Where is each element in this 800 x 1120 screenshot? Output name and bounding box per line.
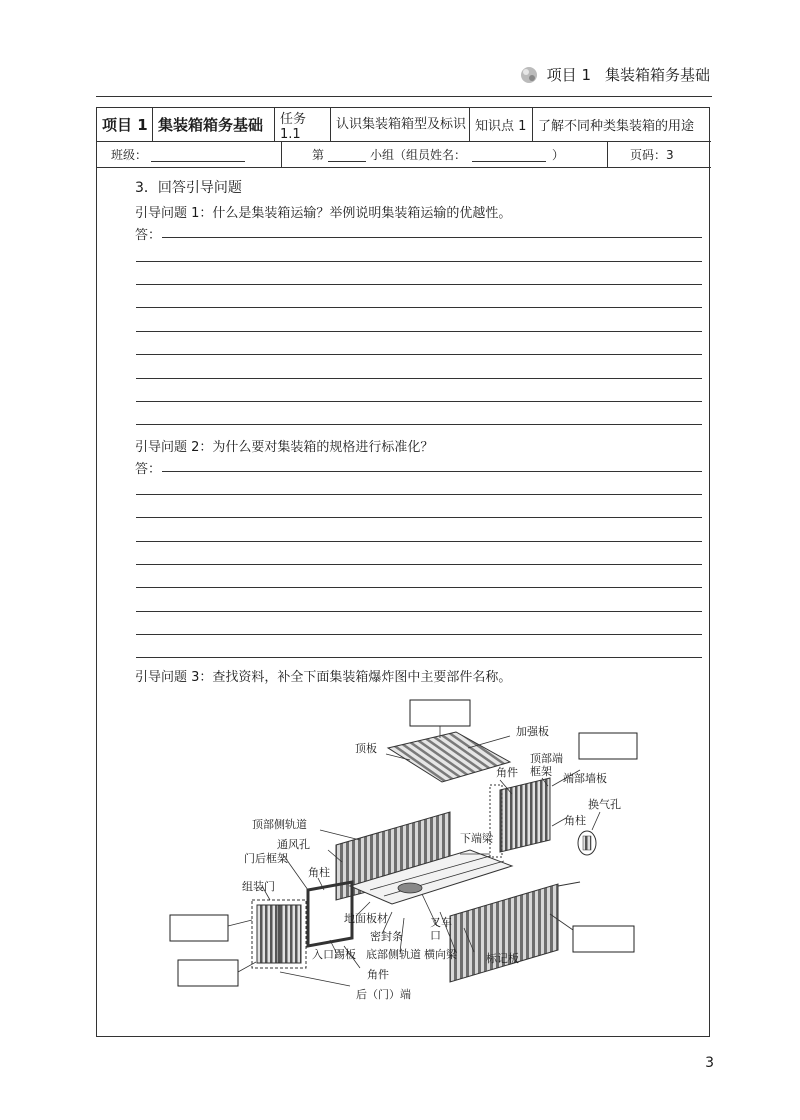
answer-line[interactable] [136,657,702,658]
answer-line[interactable] [136,494,702,495]
answer-label-1: 答： [135,228,162,243]
page-code-cell: 页码：3 [630,148,674,162]
group-close: ） [552,148,565,162]
vent-grille-icon [583,836,591,850]
label-corner-post-left: 角柱 [308,866,330,879]
answer-line[interactable] [162,471,702,472]
page-number: 3 [705,1055,714,1071]
label-door-assembly: 组装门 [242,880,275,893]
roof-panel-shape [388,732,510,782]
question-3: 引导问题 3：查找资料，补全下面集装箱爆炸图中主要部件名称。 [135,670,512,685]
answer-line[interactable] [136,378,702,379]
answer-box[interactable] [410,700,470,726]
question-2: 引导问题 2：为什么要对集装箱的规格进行标准化？ [135,440,434,455]
label-roof-panel: 顶板 [355,742,377,755]
label-reinforcing-plate: 加强板 [516,725,549,738]
label-corner-fitting-top: 角件 [496,766,518,779]
arrow-line [558,882,580,886]
label-door-sill: 入口踢板 [312,948,356,961]
answer-box[interactable] [178,960,238,986]
answer-label-2: 答： [135,462,162,477]
label-corner-fitting-bottom: 角件 [367,968,389,981]
running-head [519,64,710,85]
forklift-pocket-shape [398,883,422,893]
label-rear-door-end: 后（门）端 [356,988,411,1001]
class-label: 班级： [111,148,148,162]
answer-line[interactable] [136,331,702,332]
answer-line[interactable] [136,261,702,262]
class-blank[interactable] [151,148,245,162]
label-ventilator: 通风孔 [277,838,310,851]
knowledge-label: 知识点 1 [470,108,533,141]
container-exploded-diagram [160,690,660,1010]
answer-line[interactable] [136,284,702,285]
running-head-project: 项目 1 [546,66,591,84]
header-row-student [97,142,711,168]
task-title: 认识集装箱箱型及标识 [331,108,470,141]
project-title: 集装箱箱务基础 [153,108,275,141]
answer-line[interactable] [136,401,702,402]
group-number-blank[interactable] [328,148,366,162]
answer-line[interactable] [136,354,702,355]
label-forklift-pocket: 叉车口 [430,916,452,942]
label-gasket: 密封条 [370,930,403,943]
label-vent: 换气孔 [588,798,621,811]
answer-line[interactable] [136,541,702,542]
answer-box[interactable] [573,926,634,952]
section-title: 3．回答引导问题 [135,180,242,196]
label-bottom-side-rail: 底部侧轨道 [366,948,421,961]
label-top-end-frame: 顶部端框架 [530,752,563,778]
label-top-side-rail: 顶部侧轨道 [252,818,307,831]
class-cell [97,142,282,167]
label-marking-plate: 标记板 [486,952,519,965]
label-cross-member: 横向梁 [424,948,457,961]
label-end-wall: 端部墙板 [563,772,607,785]
label-corner-post-right: 角柱 [564,814,586,827]
book-logo-icon [519,65,539,85]
running-head-title: 集装箱箱务基础 [604,66,710,84]
member-names-blank[interactable] [472,148,546,162]
label-floor: 地面板材 [344,912,388,925]
answer-line[interactable] [136,517,702,518]
task-label: 任务 1.1 [275,108,331,141]
answer-line[interactable] [162,237,702,238]
answer-box[interactable] [579,733,637,759]
label-bottom-end-beam: 下端梁 [460,832,493,845]
label-rear-door-frame: 门后框架 [244,852,288,865]
answer-line[interactable] [136,587,702,588]
knowledge-title: 了解不同种类集装箱的用途 [538,119,695,134]
header-rule [96,96,712,97]
answer-line[interactable] [136,307,702,308]
header-row-project [97,108,711,142]
answer-line[interactable] [136,611,702,612]
answer-line[interactable] [136,564,702,565]
project-label: 项目 1 [97,108,153,141]
answer-line[interactable] [136,634,702,635]
answer-line[interactable] [136,424,702,425]
group-prefix: 第 [312,148,325,162]
group-suffix: 小组（组员姓名： [370,148,467,162]
question-1: 引导问题 1：什么是集装箱运输？举例说明集装箱运输的优越性。 [135,206,512,221]
group-cell [282,142,608,167]
answer-box[interactable] [170,915,228,941]
